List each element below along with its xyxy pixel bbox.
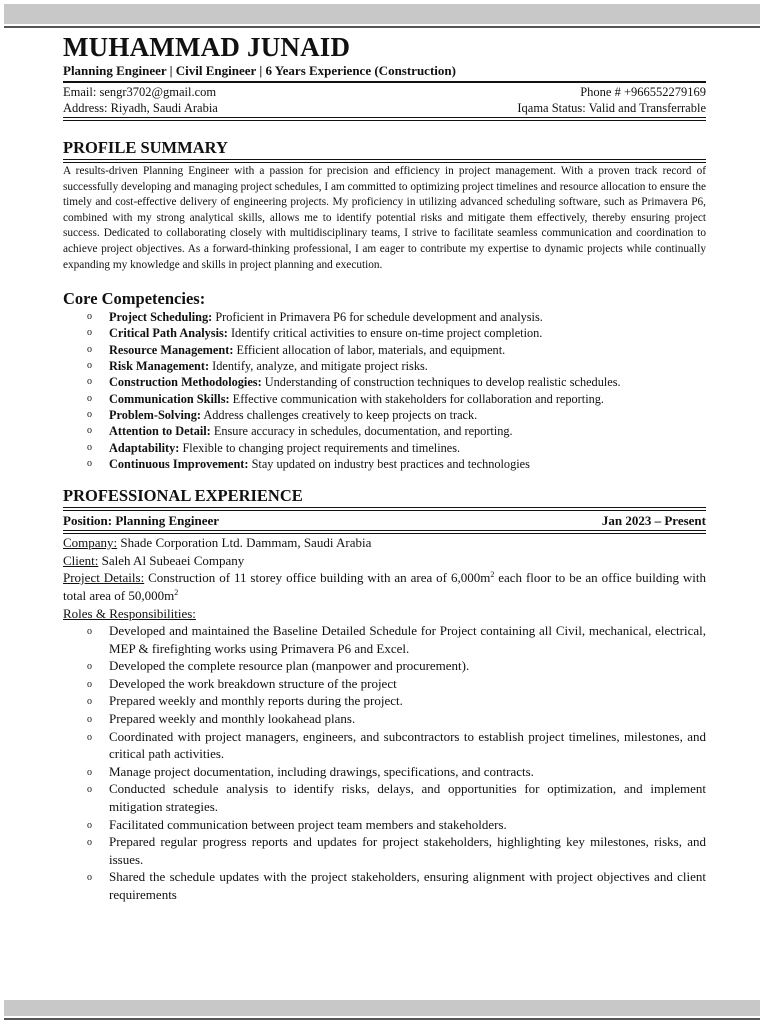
bullet-icon: o (87, 784, 92, 796)
competency-label: Communication Skills: (109, 391, 230, 406)
role-text: Coordinated with project managers, engineers, and subcontractors to establish project timelines, milestones, and critical path activities. (109, 728, 706, 762)
role-item (63, 780, 706, 815)
bullet-icon: o (87, 376, 92, 388)
resume-page (63, 30, 706, 904)
competency-text: Identify, analyze, and mitigate project risks. (209, 359, 428, 374)
top-border-band (4, 4, 760, 24)
superscript-2: 2 (490, 570, 495, 580)
role-text: Conducted schedule analysis to identify risks, delays, and opportunities for optimization, and implement mitigation strategies. (109, 781, 706, 815)
competency-item (63, 325, 706, 341)
bullet-icon: o (87, 457, 92, 469)
competency-text: Understanding of construction techniques to develop realistic schedules. (261, 375, 621, 390)
bullet-icon: o (87, 872, 92, 884)
experience-rule-2 (63, 510, 706, 511)
competency-text: Address challenges creatively to keep projects on track. (201, 407, 478, 422)
competency-label: Attention to Detail: (109, 424, 211, 439)
phone-text[interactable]: Phone # +966552279169 (580, 85, 706, 99)
competencies-list (63, 309, 706, 472)
company-value: Shade Corporation Ltd. Dammam, Saudi Arabia (117, 535, 372, 551)
competency-item (63, 456, 706, 472)
bullet-icon: o (87, 327, 92, 339)
core-competencies-title: Core Competencies: (63, 289, 206, 309)
competency-item (63, 407, 706, 423)
competency-text: Efficient allocation of labor, materials, and equipment. (233, 342, 506, 357)
role-text: Prepared regular progress reports and updates for project stakeholders, highlighting key milestones, risks, and issues. (109, 834, 706, 867)
bullet-icon: o (87, 678, 92, 690)
superscript-2-b: 2 (174, 587, 179, 597)
project-details-line (63, 569, 706, 604)
bullet-icon: o (87, 696, 92, 708)
bottom-border-band (4, 1000, 760, 1016)
profile-summary-text: A results-driven Planning Engineer with a passion for precision and efficiency in project management. With a proven track record of successfully developing and managing project schedules, I am committed to optimizing project timelines and resource allocation to ensure the timely and cost-effective delivery of engineering projects. My proficiency in utilizing advanced scheduling software, such as Primavera P6, combined with my strong analytical skills, allows me to identify potential risks and mitigate them effectively, thereby ensuring project success. Dedicated to collaborating closely with multidisciplinary teams, I strive to facilitate seamless communication and coordination to achieve project objectives. As a forward-thinking professional, I am eager to contribute my expertise to dynamic projects while continually expanding my knowledge and skills in project planning and execution. (63, 165, 706, 271)
bullet-icon: o (87, 425, 92, 437)
profile-summary-title: PROFILE SUMMARY (63, 138, 228, 157)
client-label: Client: (63, 552, 99, 568)
contact-rule-2 (63, 120, 706, 121)
bullet-icon: o (87, 837, 92, 849)
bullet-icon: o (87, 819, 92, 831)
position-rule (63, 530, 706, 531)
competency-text: Effective communication with stakeholders for collaboration and reporting. (229, 391, 604, 406)
iqama-text: Iqama Status: Valid and Transferrable (517, 101, 706, 115)
role-item (63, 675, 706, 693)
competency-label: Risk Management: (109, 359, 210, 374)
competency-item (63, 391, 706, 407)
position-row (63, 512, 706, 530)
position-dates: Jan 2023 – Present (601, 513, 706, 529)
bottom-border (0, 996, 768, 1024)
role-text: Shared the schedule updates with the project stakeholders, ensuring alignment with project objectives and client requirements (109, 869, 706, 902)
competency-item (63, 309, 706, 325)
top-border (0, 0, 768, 30)
position-title: Position: Planning Engineer (63, 513, 220, 529)
role-item (63, 728, 706, 763)
company-line (63, 534, 706, 552)
role-item (63, 657, 706, 675)
candidate-headline: Planning Engineer | Civil Engineer | 6 Years Experience (Construction) (63, 63, 456, 78)
role-text: Facilitated communication between project team members and stakeholders. (109, 816, 507, 832)
bullet-icon: o (87, 714, 92, 726)
bullet-icon: o (87, 360, 92, 372)
role-text: Developed and maintained the Baseline Detailed Schedule for Project containing all Civil, mechanical, electrical, MEP & firefighting works using Primavera P6 and Excel. (109, 623, 706, 656)
bullet-icon: o (87, 441, 92, 453)
candidate-name: MUHAMMAD JUNAID (63, 32, 351, 62)
roles-list (63, 622, 706, 904)
competency-label: Construction Methodologies: (109, 375, 262, 390)
email-text[interactable]: Email: sengr3702@gmail.com (63, 85, 217, 99)
bullet-icon: o (87, 408, 92, 420)
competency-label: Resource Management: (109, 342, 234, 357)
role-item (63, 763, 706, 781)
contact-rule (63, 117, 706, 118)
competency-item (63, 358, 706, 374)
competency-text: Ensure accuracy in schedules, documentation, and reporting. (210, 424, 513, 439)
roles-line (63, 605, 706, 623)
role-item (63, 833, 706, 868)
competency-label: Continuous Improvement: (109, 456, 249, 471)
contact-row-2 (63, 100, 706, 116)
competency-item (63, 342, 706, 358)
role-item (63, 816, 706, 834)
competency-label: Project Scheduling: (109, 310, 213, 325)
role-item (63, 868, 706, 903)
contact-row-1 (63, 84, 706, 100)
project-details-label: Project Details: (63, 570, 145, 586)
role-text: Manage project documentation, including drawings, specifications, and contracts. (109, 763, 534, 779)
competency-text: Identify critical activities to ensure on-time project completion. (227, 326, 543, 341)
experience-title: PROFESSIONAL EXPERIENCE (63, 486, 303, 506)
address-text: Address: Riyadh, Saudi Arabia (63, 101, 218, 115)
competency-label: Adaptability: (109, 440, 180, 455)
competency-text: Stay updated on industry best practices and technologies (248, 456, 530, 471)
bottom-border-line (4, 1018, 760, 1020)
roles-label: Roles & Responsibilities: (63, 605, 196, 621)
role-text: Prepared weekly and monthly lookahead plans. (109, 711, 356, 727)
client-line (63, 552, 706, 570)
competency-item (63, 374, 706, 390)
competency-label: Critical Path Analysis: (109, 326, 228, 341)
bullet-icon: o (87, 766, 92, 778)
bullet-icon: o (87, 392, 92, 404)
contact-block (63, 83, 706, 117)
bullet-icon: o (87, 343, 92, 355)
company-label: Company: (63, 535, 118, 551)
competency-item (63, 440, 706, 456)
experience-rule (63, 507, 706, 508)
role-item (63, 710, 706, 728)
competency-text: Flexible to changing project requirements and timelines. (179, 440, 461, 455)
bullet-icon: o (87, 626, 92, 638)
project-details-a: Construction of 11 storey office building with an area of 6,000m (144, 570, 491, 586)
competency-label: Problem-Solving: (109, 407, 201, 422)
competency-text: Proficient in Primavera P6 for schedule development and analysis. (212, 310, 543, 325)
role-text: Developed the work breakdown structure of the project (109, 675, 397, 691)
top-border-line (4, 26, 760, 28)
role-item (63, 692, 706, 710)
bullet-icon: o (87, 731, 92, 743)
competency-item (63, 423, 706, 439)
role-text: Developed the complete resource plan (manpower and procurement). (109, 658, 470, 674)
client-value: Saleh Al Subeaei Company (98, 552, 245, 568)
role-text: Prepared weekly and monthly reports during the project. (109, 693, 403, 709)
role-item (63, 622, 706, 657)
project-details-b: each floor to be an office building with total area of 50,000m (63, 570, 706, 603)
profile-rule (63, 159, 706, 160)
bullet-icon: o (87, 661, 92, 673)
bullet-icon: o (87, 311, 92, 323)
profile-rule-2 (63, 162, 706, 163)
